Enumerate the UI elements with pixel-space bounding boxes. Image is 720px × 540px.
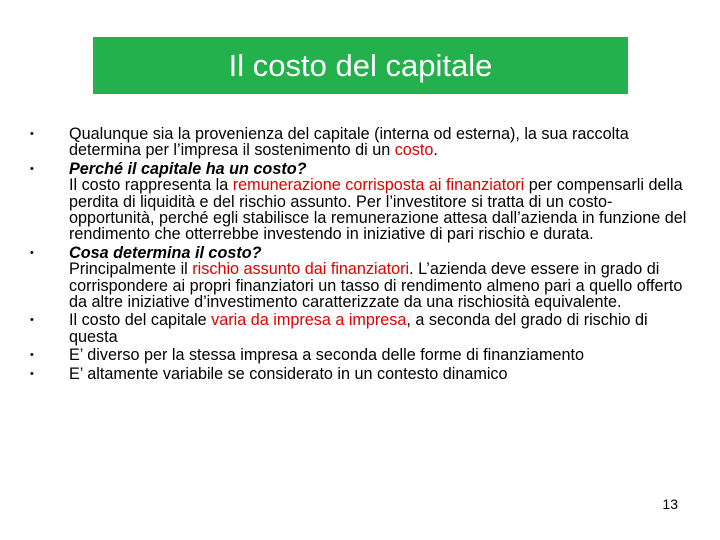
bullet-text: , a seconda del grado di rischio di questa [69, 311, 648, 346]
bullet-text: . L’azienda deve essere in grado di corrispondere ai propri finanziatori un tasso di rendimento almeno pari a quello offerto da altre iniziative d’investimento caratterizzate da una rischiosità equivalente. [69, 260, 683, 312]
bullet-text: Il costo del capitale [69, 311, 212, 330]
bullet-dot: • [30, 162, 34, 175]
bullet-text: E’ altamente variabile se considerato in un contesto dinamico [69, 364, 508, 383]
bullet-list [30, 126, 690, 384]
slide-title: Il costo del capitale [228, 48, 493, 83]
bullet-item-6 [30, 366, 690, 382]
bullet-text: . [433, 141, 438, 160]
bullet-item-1 [30, 126, 690, 159]
bullet-item-3 [30, 245, 690, 311]
highlight-text: remunerazione corrisposta ai finanziatori [232, 176, 525, 195]
bullet-text: Principalmente il [69, 260, 193, 279]
bullet-dot: • [30, 128, 34, 140]
bullet-item-5 [30, 347, 690, 363]
bullet-dot: • [30, 246, 34, 259]
highlight-text: costo [394, 141, 434, 160]
bullet-dot: • [30, 349, 34, 362]
bullet-question: Cosa determina il costo? [69, 243, 262, 262]
bullet-text: per compensarli della perdita di liquidità e del rischio assunto. Per l’investitore si tratta di un costo-opportunità, perché egli stabilisce la remunerazione attesa dall’azienda in funzione del rendimento che otterrebbe investendo in iniziative di pari rischio e durata. [69, 176, 687, 244]
bullet-text: E’ diverso per la stessa impresa a seconda delle forme di finanziamento [69, 346, 584, 365]
bullet-text: Il costo rappresenta la [69, 176, 233, 195]
highlight-text: rischio assunto dai finanziatori [192, 260, 410, 279]
bullet-text: Qualunque sia la provenienza del capitale (interna od esterna), la sua raccolta determina per l’impresa il sostenimento di un [69, 125, 629, 160]
bullet-item-2 [30, 161, 690, 243]
bullet-dot: • [30, 314, 34, 327]
title-banner [93, 37, 628, 94]
bullet-item-4 [30, 312, 690, 345]
bullet-question: Perché il capitale ha un costo? [69, 159, 307, 178]
bullet-dot: • [30, 367, 34, 380]
highlight-text: varia da impresa a impresa [211, 311, 407, 330]
page-number: 13 [662, 496, 678, 512]
